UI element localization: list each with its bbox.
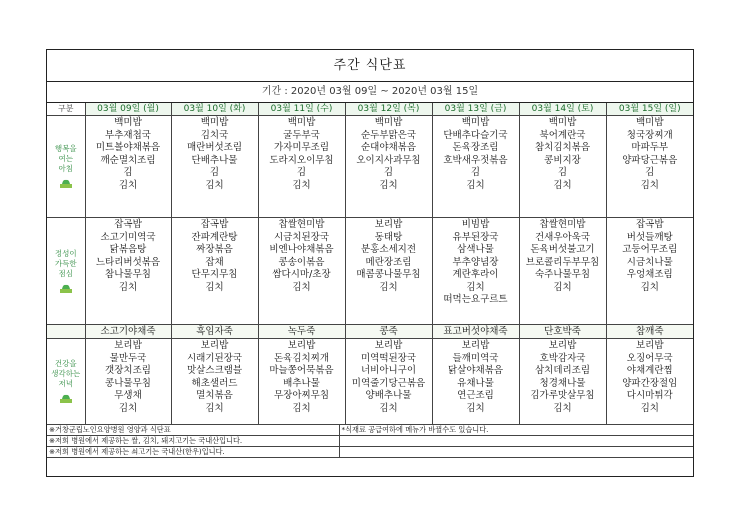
menu-cell [606, 339, 693, 425]
menu-item: 호박감자국 [539, 352, 586, 364]
menu-item: 김치 [640, 281, 659, 293]
menu-item: 김치 [118, 281, 138, 293]
menu-item: 미역줄기당근볶음 [351, 377, 426, 389]
menu-item: 김치 [118, 179, 138, 191]
snack-cell: 흑임자죽 [171, 325, 258, 339]
page-title: 주간 식단표 [47, 50, 693, 82]
snack-cell: 표고버섯야채죽 [432, 325, 519, 339]
leaf-icon [59, 178, 73, 189]
menu-cell [432, 116, 519, 218]
menu-table [47, 103, 693, 425]
menu-item: 부추양념장 [452, 256, 499, 268]
menu-item: 버섯들깨탕 [626, 231, 673, 243]
menu-item: 매콤콩나물무침 [356, 269, 421, 280]
menu-item: 야채계란찜 [626, 365, 673, 376]
day-header: 03월 12일 (목) [345, 103, 432, 116]
menu-cell [171, 116, 258, 218]
menu-item: 비빔밥 [461, 219, 490, 230]
menu-item: 돈육김치찌개 [273, 352, 330, 364]
day-header: 03월 10일 (화) [171, 103, 258, 116]
leaf-icon [59, 393, 73, 404]
weekly-menu-sheet [46, 49, 694, 477]
menu-item: 해초샐러드 [191, 377, 238, 389]
meal-label-line: 건강을 [54, 359, 77, 368]
menu-item: 김치 [292, 179, 311, 191]
menu-item: 보리밥 [635, 340, 664, 351]
menu-item: 닭살야채볶음 [447, 365, 504, 376]
menu-item: 백미밥 [287, 117, 316, 128]
menu-item: 김치국 [200, 129, 229, 141]
menu-item: 순대야채볶음 [360, 142, 417, 153]
meal-label-line: 아침 [58, 164, 73, 173]
menu-item: 콩송이볶음 [278, 256, 325, 268]
menu-item: 김치 [379, 281, 398, 293]
menu-cell [85, 116, 171, 218]
menu-item: 숙주나물무침 [534, 269, 591, 280]
meal-label [47, 339, 85, 425]
menu-item: 김가루맛살무침 [530, 390, 595, 401]
menu-item: 김 [383, 167, 394, 178]
menu-item: 잡곡밥 [114, 219, 142, 230]
menu-cell [171, 339, 258, 425]
menu-cell [519, 116, 606, 218]
menu-item: 김치 [118, 402, 138, 414]
menu-item: 닭볶음탕 [109, 244, 147, 255]
menu-cell [345, 218, 432, 325]
menu-item: 백미밥 [635, 117, 664, 128]
menu-item: 김치 [379, 402, 398, 414]
menu-item: 백미밥 [200, 117, 229, 128]
menu-item: 보리밥 [374, 340, 403, 351]
meal-label [47, 218, 85, 325]
menu-item: 무장아찌무침 [273, 390, 330, 401]
menu-item: 단배추다슬기국 [443, 129, 508, 141]
menu-item: 김 [470, 167, 481, 178]
menu-item: 다시마튀각 [626, 390, 673, 401]
menu-item: 청국장찌개 [626, 129, 673, 141]
menu-item: 잡채 [205, 256, 224, 268]
menu-item: 들깨미역국 [452, 352, 499, 364]
snack-cell: 소고기야채죽 [85, 325, 171, 339]
menu-cell [519, 339, 606, 425]
menu-item: 김 [645, 167, 655, 178]
note-line: *식재료 공급여하에 메뉴가 바뀔수도 있습니다. [339, 425, 693, 436]
menu-item: 김치 [466, 402, 485, 414]
menu-cell [432, 339, 519, 425]
menu-item: 참나물무침 [105, 269, 151, 280]
menu-item: 소고기미역국 [100, 231, 156, 243]
menu-item: 김치 [553, 281, 572, 293]
menu-item: 보리밥 [548, 340, 577, 351]
menu-item: 맛살스크램블 [186, 365, 243, 376]
meal-label-line: 행복을 [54, 144, 77, 153]
menu-item: 콩나물무침 [105, 377, 151, 389]
menu-item: 연근조림 [457, 390, 494, 401]
menu-item: 김치 [205, 281, 224, 293]
menu-cell [258, 116, 345, 218]
day-header: 03월 09일 (월) [85, 103, 171, 116]
meal-label-line: 가득한 [54, 258, 77, 268]
note-line: ※저희 병원에서 제공하는 쌀, 김치, 돼지고기는 국내산입니다. [47, 436, 339, 447]
menu-cell [258, 218, 345, 325]
menu-item: 물만두국 [109, 352, 147, 364]
menu-item: 보리밥 [287, 340, 316, 351]
note-line: ※저희 병원에서 제공하는 쇠고기는 국내산(한우)입니다. [47, 447, 339, 458]
menu-cell [85, 339, 171, 425]
menu-item: 시래기된장국 [186, 352, 243, 364]
meal-label [47, 116, 85, 218]
note-line: ※거창군립노인요양병원 영양과 식단표 [47, 425, 339, 436]
menu-item: 매란버섯조림 [186, 142, 243, 153]
snack-cell: 녹두죽 [258, 325, 345, 339]
menu-cell [606, 116, 693, 218]
snack-cell: 참깨죽 [606, 325, 693, 339]
meal-label-line: 생각하는 [51, 369, 81, 378]
menu-item: 김치 [292, 402, 311, 414]
menu-item: 동태탕 [374, 231, 403, 243]
category-header: 구분 [47, 103, 85, 116]
day-header: 03월 15일 (일) [606, 103, 693, 116]
menu-item: 김 [209, 167, 220, 178]
meal-label-line: 저녁 [58, 379, 73, 388]
menu-item: 메란장조림 [365, 256, 412, 268]
menu-item: 김치 [466, 179, 485, 191]
menu-item: 브로콜리두부무침 [525, 256, 600, 268]
menu-item: 찹쌀현미밥 [539, 219, 586, 230]
meal-label-line: 점심 [58, 268, 73, 278]
notes-table [47, 425, 693, 458]
menu-item: 김 [557, 167, 568, 178]
menu-item: 김 [296, 167, 307, 178]
menu-item: 김치 [553, 179, 572, 191]
leaf-icon [59, 283, 73, 294]
menu-item: 분홍소세지전 [360, 244, 417, 255]
menu-item: 느타리버섯볶음 [95, 256, 161, 268]
menu-item: 김치 [205, 179, 224, 191]
menu-item: 김치 [640, 402, 659, 414]
day-header: 03월 11일 (수) [258, 103, 345, 116]
menu-item: 단배추나물 [191, 154, 238, 166]
menu-cell [85, 218, 171, 325]
menu-item: 청경채나물 [539, 377, 586, 389]
menu-item: 김 [123, 167, 133, 178]
meal-label-line: 정성이 [54, 248, 77, 258]
menu-item: 돈육장조림 [452, 142, 499, 153]
day-header: 03월 13일 (금) [432, 103, 519, 116]
menu-item: 돈육버섯불고기 [530, 244, 595, 255]
menu-item: 건새우아욱국 [534, 231, 591, 243]
menu-item: 김치 [292, 281, 311, 293]
snack-row [47, 325, 693, 339]
menu-item: 무생채 [114, 390, 142, 401]
menu-item: 보리밥 [114, 340, 142, 351]
menu-item: 깨순멸치조림 [100, 154, 156, 166]
menu-item: 김치 [640, 179, 659, 191]
snack-cell: 콩죽 [345, 325, 432, 339]
menu-item: 잔파계란탕 [191, 231, 238, 243]
lunch-row [47, 218, 693, 325]
menu-item: 양배추나물 [365, 390, 412, 401]
menu-item: 오징어무국 [626, 352, 673, 364]
menu-item: 미역떡된장국 [360, 352, 417, 364]
menu-item: 잡곡밥 [635, 219, 664, 230]
menu-item: 김치 [466, 281, 485, 293]
menu-item: 떠먹는요구르트 [443, 294, 508, 305]
menu-item: 오이지사과무침 [356, 154, 421, 166]
menu-item: 갯장치조림 [105, 365, 151, 376]
meal-label-line: 여는 [58, 154, 73, 163]
menu-item: 고등어무조림 [622, 244, 678, 255]
menu-item: 김치 [553, 402, 572, 414]
menu-item: 잡곡밥 [200, 219, 229, 230]
menu-item: 마늘쫑어묵볶음 [269, 365, 334, 376]
note-blank [339, 436, 693, 447]
snack-cell: 단호박죽 [519, 325, 606, 339]
menu-item: 보리밥 [200, 340, 229, 351]
menu-item: 호박새우젓볶음 [443, 154, 508, 166]
menu-item: 보리밥 [461, 340, 490, 351]
menu-item: 보리밥 [374, 219, 403, 230]
menu-item: 너비아니구이 [360, 365, 417, 376]
menu-item: 참치김치볶음 [534, 142, 591, 153]
menu-item: 찹쌀현미밥 [278, 219, 325, 230]
menu-item: 백미밥 [374, 117, 403, 128]
menu-item: 부추재첩국 [105, 129, 151, 141]
menu-item: 순두부맑은국 [360, 129, 417, 141]
menu-item: 단무지무침 [191, 269, 238, 280]
snack-label [47, 325, 85, 339]
menu-cell [432, 218, 519, 325]
menu-item: 마파두부 [631, 142, 669, 153]
menu-item: 굴두부국 [283, 129, 320, 141]
menu-item: 유부된장국 [452, 231, 499, 243]
menu-item: 삼치데리조림 [534, 365, 591, 376]
menu-item: 김치 [379, 179, 398, 191]
day-header-row [47, 103, 693, 116]
menu-cell [345, 116, 432, 218]
menu-item: 비엔나야채볶음 [269, 244, 334, 255]
day-header: 03월 14일 (토) [519, 103, 606, 116]
menu-item: 배추나물 [283, 377, 320, 389]
menu-cell [519, 218, 606, 325]
menu-period: 기간 : 2020년 03월 09일 ~ 2020년 03월 15일 [47, 82, 693, 103]
menu-item: 콩비지장 [544, 154, 581, 166]
note-blank [339, 447, 693, 458]
menu-item: 유채나물 [457, 377, 494, 389]
menu-item: 도라지오이무침 [269, 154, 334, 166]
menu-item: 우엉채조림 [626, 269, 673, 280]
dinner-row [47, 339, 693, 425]
menu-item: 김치 [205, 402, 224, 414]
menu-item: 미트볼야채볶음 [95, 142, 161, 153]
menu-item: 가자미무조림 [273, 142, 330, 153]
menu-cell [258, 339, 345, 425]
menu-item: 백미밥 [548, 117, 577, 128]
menu-item: 백미밥 [461, 117, 490, 128]
menu-item: 북어계란국 [539, 129, 586, 141]
menu-item: 삼색나물 [457, 244, 494, 255]
menu-item: 시금치된장국 [273, 231, 330, 243]
menu-item: 백미밥 [114, 117, 142, 128]
menu-cell [171, 218, 258, 325]
menu-item: 쌈다시마/초장 [272, 269, 331, 280]
menu-cell [345, 339, 432, 425]
menu-item: 계란후라이 [452, 269, 499, 280]
menu-item: 양파간장절임 [622, 377, 678, 389]
menu-item: 시금치나물 [626, 256, 673, 268]
menu-item: 양파당근볶음 [622, 154, 678, 166]
menu-cell [606, 218, 693, 325]
menu-item: 멸치볶음 [196, 390, 233, 401]
menu-item: 짜장볶음 [196, 244, 233, 255]
breakfast-row [47, 116, 693, 218]
